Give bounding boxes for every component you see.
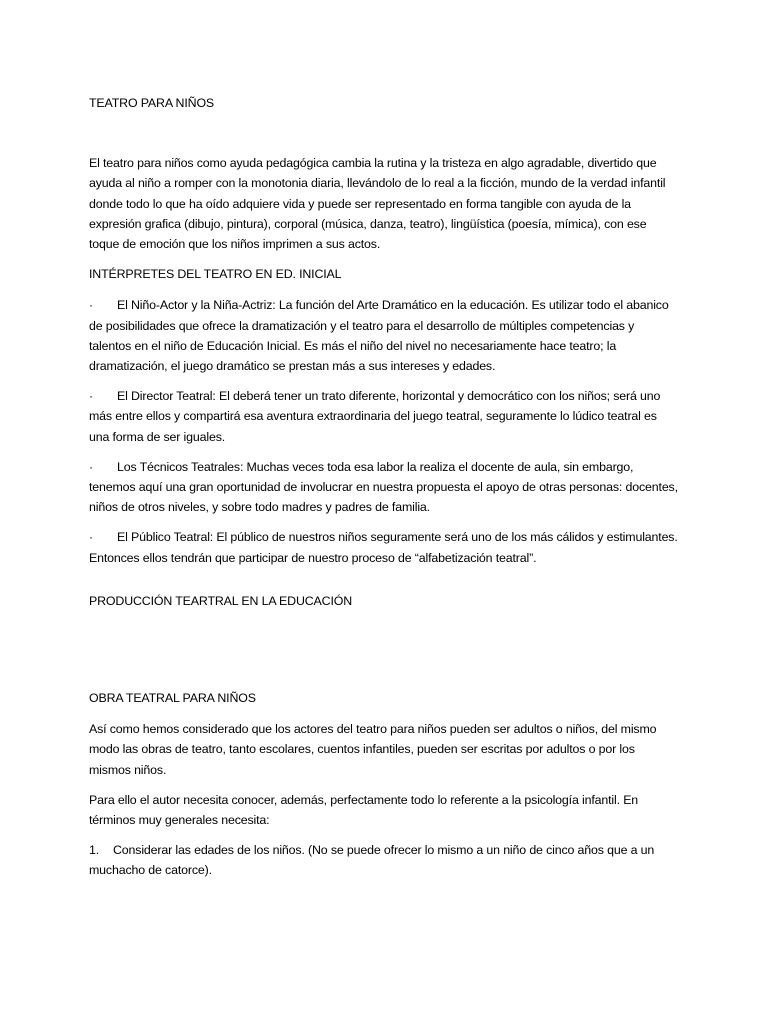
bullet-symbol: · — [89, 298, 93, 313]
bullet-symbol: · — [89, 389, 93, 404]
bullet-text: El Director Teatral: El deberá tener un trato diferente, horizontal y democrático con los niños; será uno más entre ellos y compartirá esa aventura extraordinaria del juego teatral, seguramente lo lúdico teatral es una forma de ser iguales. — [89, 389, 661, 444]
section-heading-obra: OBRA TEATRAL PARA NIÑOS — [89, 691, 256, 706]
bullet-text: El Niño-Actor y la Niña-Actriz: La función del Arte Dramático en la educación. Es utilizar todo el abanico de posibilidades que ofrece la dramatización y el teatro para el desarrollo de múltiples competencias y talentos en el niño de Educación Inicial. Es más el niño del nivel no necesariamente hace teatro; la dramatización, el juego dramático se prestan más a sus intereses y edades. — [89, 298, 669, 374]
bullet-symbol: · — [89, 530, 93, 545]
section-heading-interpretes: INTÉRPRETES DEL TEATRO EN ED. INICIAL — [89, 267, 342, 282]
numbered-item — [89, 840, 679, 880]
bullet-symbol: · — [89, 459, 93, 474]
bullet-item — [89, 295, 679, 376]
obra-paragraph-2: Para ello el autor necesita conocer, además, perfectamente todo lo referente a la psicología infantil. En términos muy generales necesita: — [89, 792, 639, 828]
section-heading-produccion: PRODUCCIÓN TEARTRAL EN LA EDUCACIÓN — [89, 593, 353, 608]
bullet-item — [89, 527, 679, 567]
numbered-item-text: Considerar las edades de los niños. (No se puede ofrecer lo mismo a un niño de cinco años que a un muchacho de catorce). — [89, 843, 655, 878]
intro-paragraph: El teatro para niños como ayuda pedagógica cambia la rutina y la tristeza en algo agradable, divertido que ayuda al niño a romper con la monotonia diaria, llevándolo de lo real a la ficción, mundo de la verdad infantil donde todo lo que ha oído adquiere vida y puede ser representado en forma tangible con ayuda de la expresión grafica (dibujo, pintura), corporal (música, danza, teatro), lingüística (poesía, mímica), con ese toque de emoción que los niños imprimen a sus actos. — [89, 156, 666, 252]
numbered-item-number: 1. — [89, 843, 100, 858]
bullet-text: El Público Teatral: El público de nuestros niños seguramente será uno de los más cálidos y estimulantes. Entonces ellos tendrán que participar de nuestro proceso de “alfabetización teatral”. — [89, 530, 678, 565]
bullet-text: Los Técnicos Teatrales: Muchas veces toda esa labor la realiza el docente de aula, sin embargo, tenemos aquí una gran oportunidad de involucrar en nuestra propuesta el apoyo de otras personas: docentes, niños de otros niveles, y sobre todo madres y padres de familia. — [89, 459, 678, 515]
bullet-item — [89, 386, 679, 447]
obra-paragraph-1: Así como hemos considerado que los actores del teatro para niños pueden ser adultos o niños, del mismo modo las obras de teatro, tanto escolares, cuentos infantiles, pueden ser escritas por adultos o por los mismos niños. — [89, 722, 657, 777]
document-body — [89, 93, 679, 891]
document-title: TEATRO PARA NIÑOS — [89, 96, 215, 110]
bullet-item — [89, 457, 679, 518]
